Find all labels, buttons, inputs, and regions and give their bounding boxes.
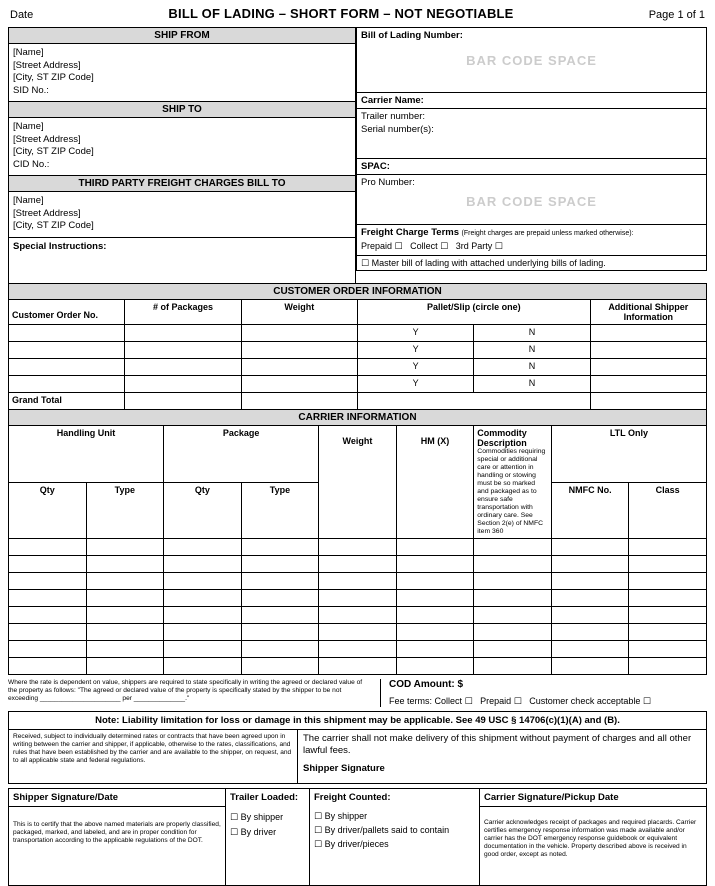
ci-hu-qty[interactable] — [9, 590, 87, 607]
ci-hu-qty[interactable] — [9, 556, 87, 573]
trailer-by-driver-checkbox[interactable]: ☐ — [230, 828, 239, 838]
carrier-signature-block — [480, 788, 707, 886]
trailer-by-driver-label: By driver — [240, 827, 277, 837]
col-weight-carrier: Weight — [319, 426, 397, 539]
master-bol-checkbox[interactable]: ☐ — [361, 259, 370, 269]
fc-by-shipper-row[interactable] — [314, 810, 475, 824]
co-row-pallet-n[interactable]: N — [474, 325, 590, 342]
ci-weight[interactable] — [319, 607, 397, 624]
liability-note: Note: Liability limitation for loss or damage in this shipment may be applicable. See 49 USC § 14706(c)(1)(A) and (B). — [8, 711, 707, 730]
spac-label: SPAC: — [361, 161, 390, 172]
fc-by-shipper-checkbox[interactable]: ☐ — [314, 812, 323, 822]
fc-by-driver-pallets-label: By driver/pallets said to contain — [324, 825, 450, 835]
co-row-pallet-n[interactable]: N — [474, 359, 590, 376]
carrier-name-label: Carrier Name: — [361, 95, 424, 106]
document-header — [8, 4, 707, 27]
ci-pk-qty[interactable] — [164, 624, 242, 641]
collect-label: Collect — [410, 241, 438, 251]
ci-weight[interactable] — [319, 556, 397, 573]
col-pallet-slip: Pallet/Slip (circle one) — [357, 300, 590, 325]
co-row-weight[interactable] — [241, 342, 357, 359]
ci-hm[interactable] — [396, 624, 474, 641]
co-row-order-no[interactable] — [9, 342, 125, 359]
special-instructions-label: Special Instructions: — [13, 241, 107, 252]
ci-nmfc[interactable] — [551, 607, 629, 624]
ci-commodity[interactable] — [474, 624, 552, 641]
received-block — [8, 730, 298, 784]
ci-commodity[interactable] — [474, 573, 552, 590]
co-row-additional[interactable] — [590, 342, 706, 359]
ci-hu-qty[interactable] — [9, 624, 87, 641]
cod-block — [380, 679, 707, 707]
ci-hu-qty[interactable] — [9, 658, 87, 675]
rate-note-block — [8, 679, 380, 707]
carrier-information-title: CARRIER INFORMATION — [9, 410, 707, 426]
ship-from-title: SHIP FROM — [8, 27, 356, 44]
trailer-loaded-block — [226, 788, 310, 886]
shipper-signature-title: Shipper Signature/Date — [9, 789, 225, 807]
ship-from-sid: SID No.: — [13, 84, 49, 96]
fc-by-driver-pieces-row[interactable] — [314, 838, 475, 852]
ci-weight[interactable] — [319, 658, 397, 675]
carrier-delivery-block — [298, 730, 707, 784]
ci-hu-type[interactable] — [86, 658, 164, 675]
ci-pk-qty[interactable] — [164, 658, 242, 675]
bol-number-block[interactable] — [356, 27, 707, 93]
shipper-signature-label[interactable]: Shipper Signature — [303, 763, 385, 774]
fc-by-driver-pieces-label: By driver/pieces — [324, 839, 389, 849]
third-party-title: THIRD PARTY FREIGHT CHARGES BILL TO — [8, 176, 356, 192]
fee-terms-row — [389, 696, 707, 707]
ci-pk-type[interactable] — [241, 590, 319, 607]
ci-pk-qty[interactable] — [164, 539, 242, 556]
col-pk-qty: Qty — [164, 482, 242, 539]
col-customer-order-no: Customer Order No. — [9, 300, 125, 325]
shipper-certification-text: This is to certify that the above named materials are properly classified, packaged, marked, and labeled, and are in proper condition for transportation according to the applicable regulations of the DOT. — [13, 821, 221, 844]
ci-hm[interactable] — [396, 607, 474, 624]
ci-pk-qty[interactable] — [164, 556, 242, 573]
ci-nmfc[interactable] — [551, 658, 629, 675]
carrier-delivery-text: The carrier shall not make delivery of this shipment without payment of charges and all other lawful fees. — [303, 733, 692, 756]
ci-pk-type[interactable] — [241, 607, 319, 624]
co-row-pallet-y[interactable]: Y — [357, 342, 473, 359]
grand-total-label: Grand Total — [9, 393, 125, 410]
ci-class[interactable] — [629, 539, 707, 556]
serial-number-label: Serial number(s): — [361, 123, 434, 135]
carrier-acknowledgement-text: Carrier acknowledges receipt of packages and required placards. Carrier certifies emergency response information was made available and/or carrier has the DOT emergency response guidebook or equivalent documentation in the vehicle. Property described above is received in good order, except as noted. — [484, 819, 697, 858]
grand-total-additional[interactable] — [590, 393, 706, 410]
rate-note-text: Where the rate is dependent on value, shippers are required to state specifically in writing the agreed or declared value of the property as follows: "The agreed or declared value of the property is specifically stated by the shipper to be not exceeding ______________________ per ______________." — [8, 679, 363, 702]
ci-hu-qty[interactable] — [9, 607, 87, 624]
ci-pk-type[interactable] — [241, 624, 319, 641]
ci-pk-type[interactable] — [241, 539, 319, 556]
cod-amount-label: COD Amount: $ — [389, 679, 464, 690]
col-hu-type: Type — [86, 482, 164, 539]
ci-hu-type[interactable] — [86, 539, 164, 556]
co-row-packages[interactable] — [125, 342, 241, 359]
bol-barcode-space: BAR CODE SPACE — [466, 53, 597, 68]
ci-nmfc[interactable] — [551, 624, 629, 641]
cod-prepaid-label: Prepaid — [480, 696, 512, 706]
fee-terms-label: Fee terms: — [389, 696, 433, 706]
pro-number-block[interactable] — [356, 175, 707, 225]
grand-total-packages[interactable] — [125, 393, 241, 410]
date-label: Date — [10, 9, 34, 21]
freight-terms-note: (Freight charges are prepaid unless marked otherwise): — [461, 230, 634, 237]
col-hu-qty: Qty — [9, 482, 87, 539]
ci-weight[interactable] — [319, 539, 397, 556]
ci-hu-type[interactable] — [86, 590, 164, 607]
fc-by-shipper-label: By shipper — [324, 811, 368, 821]
cod-prepaid-checkbox[interactable]: ☐ — [513, 697, 522, 707]
ci-class[interactable] — [629, 556, 707, 573]
received-text: Received, subject to individually determined rates or contracts that have been agreed upon in writing between the carrier and shipper, if applicable, otherwise to the rates, classifications, and rules that have been established by the carrier and are available to the shipper, on request, and to all applicable state and federal regulations. — [13, 733, 292, 764]
ci-hu-type[interactable] — [86, 641, 164, 658]
co-row-pallet-n[interactable]: N — [474, 342, 590, 359]
carrier-signature-title: Carrier Signature/Pickup Date — [480, 789, 706, 807]
ship-from-block[interactable] — [8, 44, 356, 102]
customer-check-label: Customer check acceptable — [529, 696, 641, 706]
fc-by-driver-pallets-row[interactable] — [314, 824, 475, 838]
co-row-pallet-y[interactable]: Y — [357, 359, 473, 376]
co-row-additional[interactable] — [590, 376, 706, 393]
ci-commodity[interactable] — [474, 590, 552, 607]
freight-counted-title: Freight Counted: — [314, 792, 391, 803]
grand-total-pallet[interactable] — [357, 393, 590, 410]
ci-weight[interactable] — [319, 573, 397, 590]
third-party-street: [Street Address] — [13, 207, 81, 219]
ship-to-street: [Street Address] — [13, 133, 81, 145]
fc-by-driver-pieces-checkbox[interactable]: ☐ — [314, 840, 323, 850]
pro-number-label: Pro Number: — [361, 177, 415, 188]
ship-to-name: [Name] — [13, 121, 44, 132]
third-party-block[interactable] — [8, 192, 356, 238]
ci-nmfc[interactable] — [551, 573, 629, 590]
trailer-number-label: Trailer number: — [361, 111, 426, 122]
ci-hm[interactable] — [396, 658, 474, 675]
co-row-packages[interactable] — [125, 325, 241, 342]
grand-total-weight[interactable] — [241, 393, 357, 410]
page-title: BILL OF LADING – SHORT FORM – NOT NEGOTIABLE — [168, 6, 514, 21]
third-party-label: 3rd Party — [455, 241, 493, 251]
co-row-weight[interactable] — [241, 376, 357, 393]
ci-weight[interactable] — [319, 641, 397, 658]
ci-class[interactable] — [629, 590, 707, 607]
pro-barcode-space: BAR CODE SPACE — [466, 193, 597, 209]
co-row-pallet-n[interactable]: N — [474, 376, 590, 393]
co-row-order-no[interactable] — [9, 359, 125, 376]
co-row-additional[interactable] — [590, 359, 706, 376]
co-row-packages[interactable] — [125, 376, 241, 393]
ci-hu-type[interactable] — [86, 573, 164, 590]
co-row-order-no[interactable] — [9, 325, 125, 342]
ci-hu-type[interactable] — [86, 624, 164, 641]
ci-class[interactable] — [629, 607, 707, 624]
ci-pk-type[interactable] — [241, 556, 319, 573]
ci-nmfc[interactable] — [551, 556, 629, 573]
co-row-pallet-y[interactable]: Y — [357, 376, 473, 393]
master-bol-label: Master bill of lading with attached underlying bills of lading. — [371, 258, 606, 268]
ci-weight[interactable] — [319, 590, 397, 607]
col-package: Package — [164, 426, 319, 483]
ci-weight[interactable] — [319, 624, 397, 641]
trailer-by-driver-row[interactable] — [230, 825, 305, 840]
trailer-by-shipper-label: By shipper — [240, 812, 284, 822]
col-weight: Weight — [241, 300, 357, 325]
prepaid-label: Prepaid — [361, 241, 393, 251]
ship-to-title: SHIP TO — [8, 102, 356, 118]
cod-collect-label: Collect — [434, 696, 463, 706]
received-carrier-section — [8, 730, 707, 784]
col-ltl-only: LTL Only — [551, 426, 706, 483]
bol-number-label: Bill of Lading Number: — [361, 30, 463, 41]
page-number: Page 1 of 1 — [648, 9, 705, 21]
ci-hm[interactable] — [396, 539, 474, 556]
ci-hu-type[interactable] — [86, 556, 164, 573]
spac-row[interactable] — [356, 159, 707, 175]
ci-nmfc[interactable] — [551, 641, 629, 658]
col-nmfc-no: NMFC No. — [551, 482, 629, 539]
col-additional-shipper-info: Additional Shipper Information — [590, 300, 706, 325]
ci-nmfc[interactable] — [551, 590, 629, 607]
ci-commodity[interactable] — [474, 641, 552, 658]
trailer-loaded-title: Trailer Loaded: — [230, 792, 299, 803]
commodity-note: Commodities requiring special or additional care or attention in handling or stowing must be so marked and packaged as to ensure safe transportation with ordinary care. See Section 2(e) of NMFC item 360 — [477, 448, 546, 535]
ci-class[interactable] — [629, 658, 707, 675]
commodity-title: Commodity Description — [477, 428, 527, 448]
ci-pk-type[interactable] — [241, 641, 319, 658]
col-packages: # of Packages — [125, 300, 241, 325]
ci-pk-qty[interactable] — [164, 607, 242, 624]
ci-class[interactable] — [629, 624, 707, 641]
footer-signature-section — [8, 788, 707, 886]
ship-from-city: [City, ST ZIP Code] — [13, 72, 94, 83]
rate-cod-section — [8, 679, 707, 707]
ci-pk-qty[interactable] — [164, 641, 242, 658]
ci-nmfc[interactable] — [551, 539, 629, 556]
ci-hm[interactable] — [396, 556, 474, 573]
ship-to-city: [City, ST ZIP Code] — [13, 146, 94, 157]
collect-checkbox[interactable]: ☐ — [440, 242, 449, 252]
fc-by-driver-pallets-checkbox[interactable]: ☐ — [314, 826, 323, 836]
ci-pk-type[interactable] — [241, 573, 319, 590]
ship-to-block[interactable] — [8, 118, 356, 176]
shipper-signature-block — [8, 788, 226, 886]
ci-commodity[interactable] — [474, 607, 552, 624]
ship-from-street: [Street Address] — [13, 59, 81, 71]
third-party-city: [City, ST ZIP Code] — [13, 220, 94, 231]
customer-check-checkbox[interactable]: ☐ — [642, 697, 651, 707]
carrier-name-row[interactable] — [356, 93, 707, 109]
col-pk-type: Type — [241, 482, 319, 539]
ci-pk-type[interactable] — [241, 658, 319, 675]
col-commodity-description — [474, 426, 552, 539]
col-hm: HM (X) — [396, 426, 474, 539]
trailer-serial-block[interactable] — [356, 109, 707, 159]
ci-pk-qty[interactable] — [164, 573, 242, 590]
ci-hm[interactable] — [396, 573, 474, 590]
ci-commodity[interactable] — [474, 539, 552, 556]
ci-class[interactable] — [629, 641, 707, 658]
third-party-checkbox[interactable]: ☐ — [494, 242, 503, 252]
co-row-pallet-y[interactable]: Y — [357, 325, 473, 342]
freight-counted-block — [310, 788, 480, 886]
special-instructions-block[interactable] — [8, 238, 356, 284]
ci-hu-type[interactable] — [86, 607, 164, 624]
left-column — [8, 27, 356, 284]
ci-hu-qty[interactable] — [9, 573, 87, 590]
ship-from-name: [Name] — [13, 47, 44, 58]
col-handling-unit: Handling Unit — [9, 426, 164, 483]
ship-to-cid: CID No.: — [13, 158, 50, 170]
carrier-information-table — [8, 409, 707, 675]
ci-hm[interactable] — [396, 590, 474, 607]
co-row-packages[interactable] — [125, 359, 241, 376]
customer-order-table — [8, 283, 707, 410]
col-class: Class — [629, 482, 707, 539]
freight-charge-terms-block — [356, 225, 707, 256]
ci-hu-qty[interactable] — [9, 641, 87, 658]
trailer-by-shipper-checkbox[interactable]: ☐ — [230, 813, 239, 823]
ci-commodity[interactable] — [474, 556, 552, 573]
third-party-name: [Name] — [13, 195, 44, 206]
co-row-additional[interactable] — [590, 325, 706, 342]
prepaid-checkbox[interactable]: ☐ — [394, 242, 403, 252]
ci-class[interactable] — [629, 573, 707, 590]
cod-collect-checkbox[interactable]: ☐ — [464, 697, 473, 707]
co-row-weight[interactable] — [241, 359, 357, 376]
co-row-weight[interactable] — [241, 325, 357, 342]
freight-terms-title: Freight Charge Terms — [361, 227, 460, 238]
ci-commodity[interactable] — [474, 658, 552, 675]
customer-order-title: CUSTOMER ORDER INFORMATION — [9, 284, 707, 300]
co-row-order-no[interactable] — [9, 376, 125, 393]
ci-hu-qty[interactable] — [9, 539, 87, 556]
ci-pk-qty[interactable] — [164, 590, 242, 607]
right-column — [356, 27, 707, 284]
ci-hm[interactable] — [396, 641, 474, 658]
top-section — [8, 27, 707, 284]
master-bol-row — [356, 256, 707, 271]
